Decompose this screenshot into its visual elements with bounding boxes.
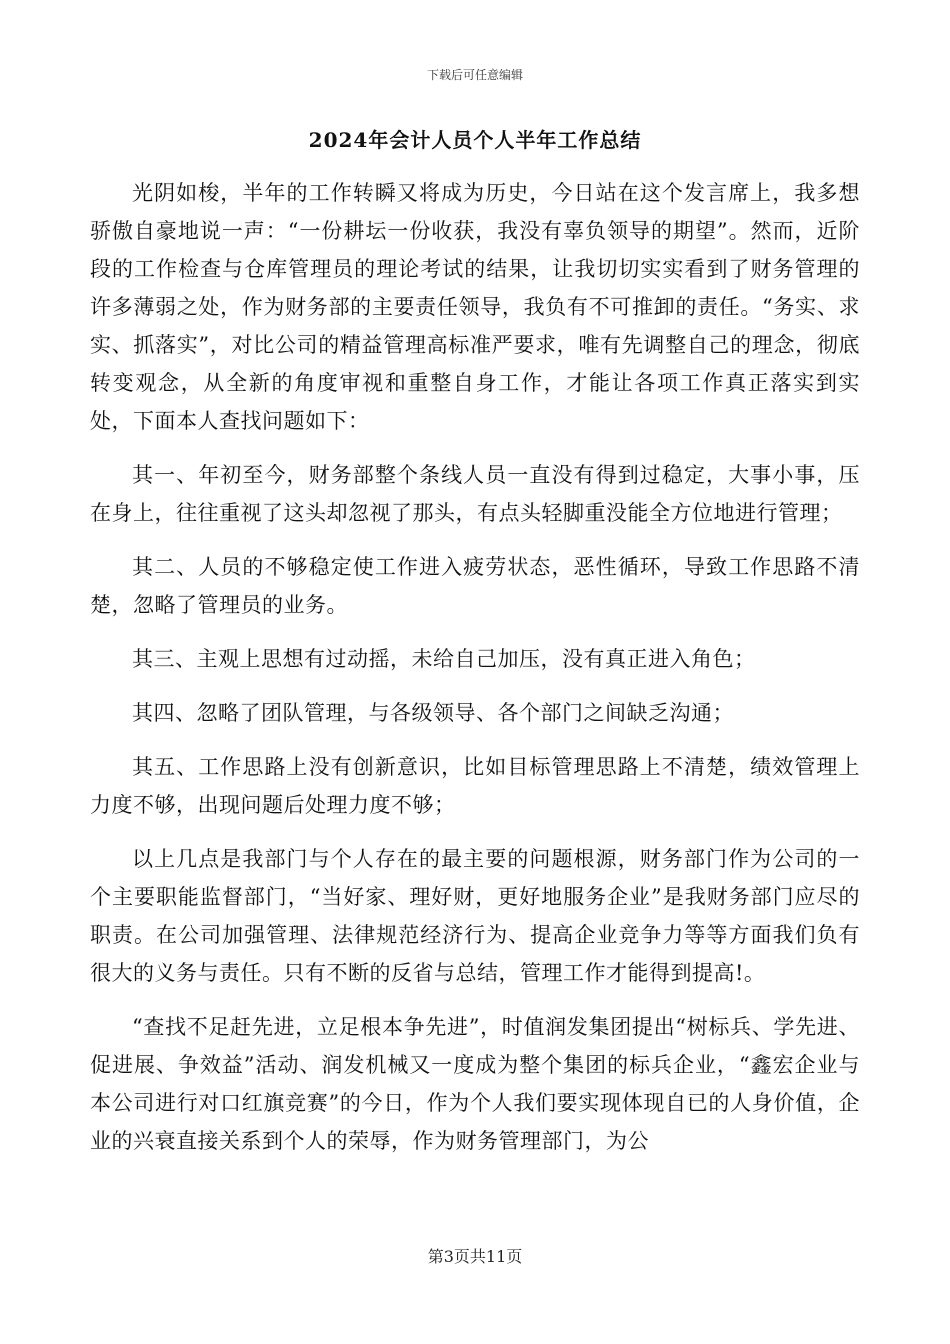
paragraph-issue-4: 其四、忽略了团队管理，与各级领导、各个部门之间缺乏沟通；: [132, 701, 734, 725]
paragraph-summary: 以上几点是我部门与个人存在的最主要的问题根源，财务部门作为公司的一个主要职能监督部门，“当好家、理好财，更好地服务企业”是我财务部门应尽的职责。在公司加强管理、法律规范经济行为、提高企业竞争力等等方面我们负有很大的义务与责任。只有不断的反省与总结，管理工作才能得到提高!。: [90, 847, 860, 985]
paragraph-issue-3: 其三、主观上思想有过动摇，未给自己加压，没有真正进入角色；: [132, 647, 756, 671]
document-body: [90, 174, 860, 1160]
paragraph-issue-2: 其二、人员的不够稳定使工作进入疲劳状态，恶性循环，导致工作思路不清楚，忽略了管理员的业务。: [90, 555, 860, 617]
document-title: 2024年会计人员个人半年工作总结: [308, 128, 642, 152]
paragraph-issue-1: 其一、年初至今，财务部整个条线人员一直没有得到过稳定，大事小事，压在身上，往往重视了这头却忽视了那头，有点头轻脚重没能全方位地进行管理；: [90, 463, 860, 525]
paragraph-intro: 光阴如梭，半年的工作转瞬又将成为历史，今日站在这个发言席上，我多想骄傲自豪地说一声：“一份耕坛一份收获，我没有辜负领导的期望”。然而，近阶段的工作检查与仓库管理员的理论考试的结果，让我切切实实看到了财务管理的许多薄弱之处，作为财务部的主要责任领导，我负有不可推卸的责任。“务实、求实、抓落实”，对比公司的精益管理高标准严要求，唯有先调整自己的理念，彻底转变观念，从全新的角度审视和重整自身工作，才能让各项工作真正落实到实处，下面本人查找问题如下：: [90, 181, 860, 433]
page-number-footer: 第3页共11页: [427, 1247, 523, 1266]
header-note: 下载后可任意编辑: [426, 68, 523, 82]
paragraph-outlook: “查找不足赶先进，立足根本争先进”，时值润发集团提出“树标兵、学先进、促进展、争效益”活动、润发机械又一度成为整个集团的标兵企业，“鑫宏企业与本公司进行对口红旗竞赛”的今日，作为个人我们要实现体现自已的人身价值，企业的兴衰直接关系到个人的荣辱，作为财务管理部门，为公: [90, 1015, 860, 1153]
paragraph-issue-5: 其五、工作思路上没有创新意识，比如目标管理思路上不清楚，绩效管理上力度不够，出现问题后处理力度不够；: [90, 755, 860, 817]
